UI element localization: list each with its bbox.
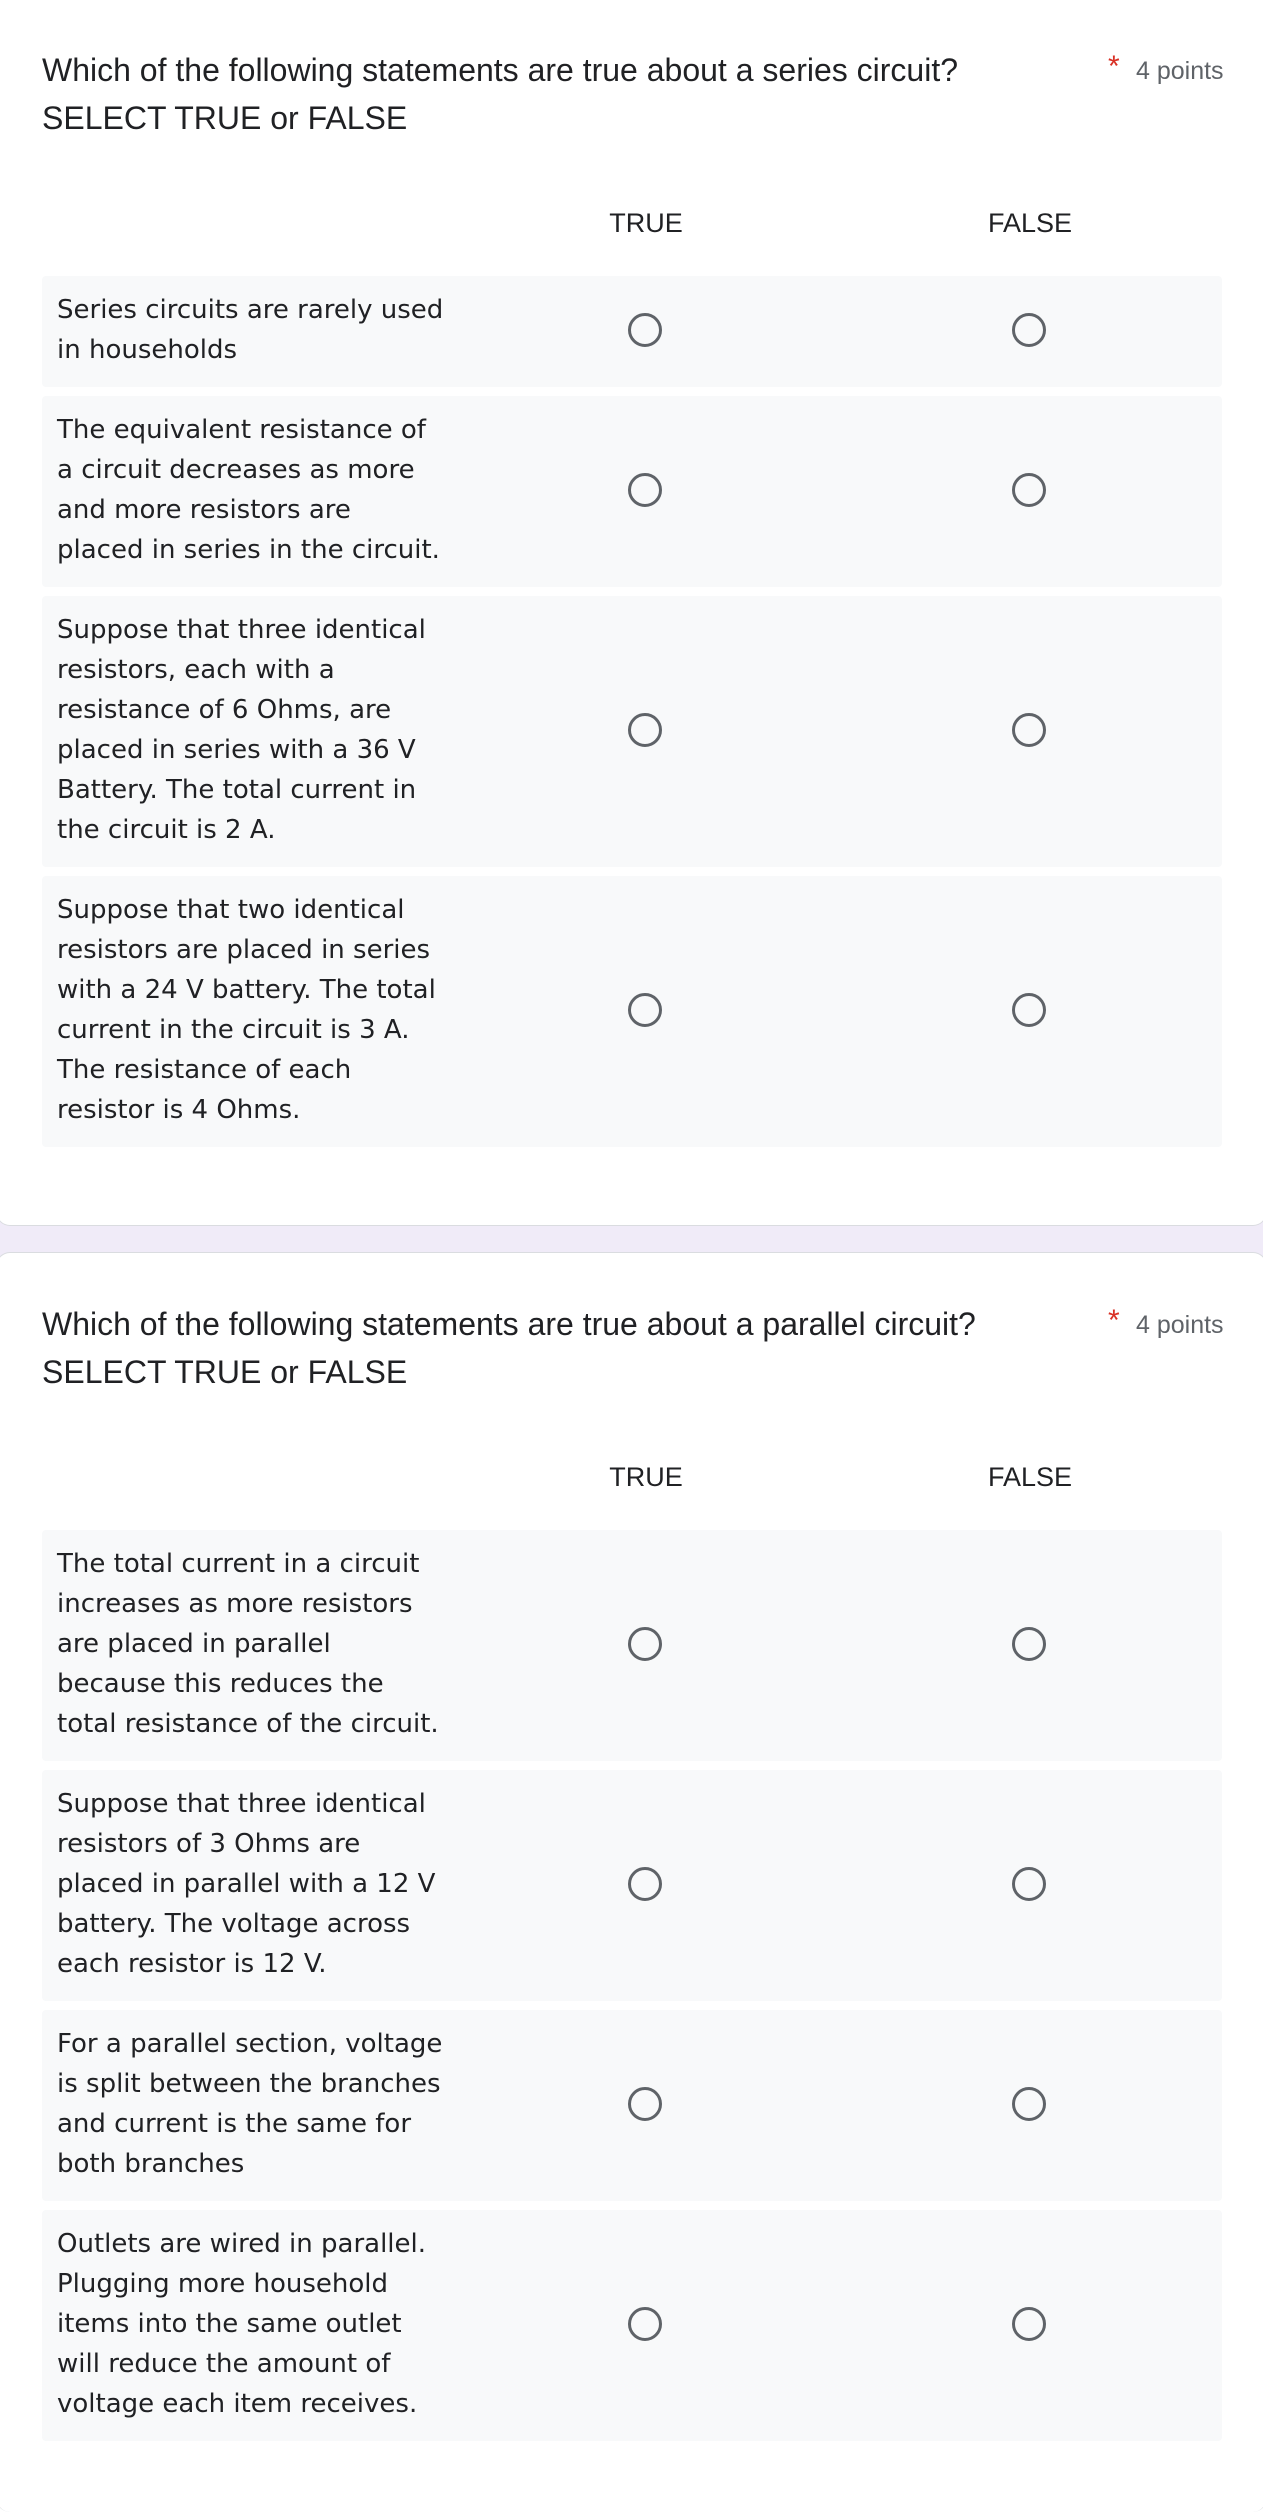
row-label-line: Series circuits are rarely used [57, 295, 444, 325]
required-asterisk: * [1108, 50, 1120, 83]
row-label-line: The resistance of each [57, 1055, 352, 1085]
row-label-line: Outlets are wired in parallel. [57, 2229, 427, 2259]
grid-row [42, 876, 1222, 1147]
grid-row [42, 596, 1222, 867]
row-label-line: Suppose that three identical [57, 615, 426, 645]
grid-row [42, 2010, 1222, 2201]
row-label-line: battery. The voltage across [57, 1909, 411, 1939]
row-label-line: in households [57, 335, 238, 365]
grid-row [42, 276, 1222, 387]
row-label-line: resistors, each with a [57, 655, 335, 685]
grid-row [42, 396, 1222, 587]
grid-row [42, 1530, 1222, 1761]
radio-false[interactable] [1012, 993, 1046, 1027]
row-label-line: and more resistors are [57, 495, 351, 525]
column-header-false: FALSE [987, 208, 1073, 238]
question-subtitle-line: SELECT TRUE or FALSE [42, 100, 408, 136]
row-label-line: current in the circuit is 3 A. [57, 1015, 410, 1045]
grid-row [42, 1770, 1222, 2001]
row-label-line: resistor is 4 Ohms. [57, 1095, 301, 1125]
row-label [57, 2024, 452, 2184]
column-header-true: TRUE [609, 1462, 683, 1492]
question-subtitle-line: SELECT TRUE or FALSE [42, 1354, 408, 1390]
row-label-line: resistance of 6 Ohms, are [57, 695, 392, 725]
row-label-line: items into the same outlet [57, 2309, 402, 2339]
row-label [57, 2224, 452, 2424]
row-label-line: The equivalent resistance of [57, 415, 426, 445]
row-label-line: is split between the branches [57, 2069, 441, 2099]
row-label [57, 1784, 452, 1984]
radio-false[interactable] [1012, 2087, 1046, 2121]
row-label-line: because this reduces the [57, 1669, 384, 1699]
question-title [42, 46, 958, 142]
section-gap [0, 1222, 1263, 1256]
row-label [57, 610, 452, 850]
row-label-line: The total current in a circuit [57, 1549, 420, 1579]
row-label-line: will reduce the amount of [57, 2349, 391, 2379]
radio-true[interactable] [628, 473, 662, 507]
radio-true[interactable] [628, 2307, 662, 2341]
radio-false[interactable] [1012, 473, 1046, 507]
radio-false[interactable] [1012, 1627, 1046, 1661]
row-label-line: Suppose that three identical [57, 1789, 426, 1819]
radio-true[interactable] [628, 1867, 662, 1901]
points-label: 4 points [1136, 57, 1224, 85]
radio-false[interactable] [1012, 713, 1046, 747]
row-label [57, 410, 452, 570]
grid-row [42, 2210, 1222, 2441]
radio-false[interactable] [1012, 1867, 1046, 1901]
row-label-line: Suppose that two identical [57, 895, 405, 925]
row-label-line: For a parallel section, voltage [57, 2029, 443, 2059]
radio-true[interactable] [628, 713, 662, 747]
question-title-line: Which of the following statements are true about a series circuit? [42, 52, 958, 88]
row-label-line: the circuit is 2 A. [57, 815, 276, 845]
row-label-line: both branches [57, 2149, 245, 2179]
radio-true[interactable] [628, 993, 662, 1027]
row-label-line: Plugging more household [57, 2269, 388, 2299]
row-label-line: total resistance of the circuit. [57, 1709, 439, 1739]
radio-true[interactable] [628, 1627, 662, 1661]
column-header-true: TRUE [609, 208, 683, 238]
radio-true[interactable] [628, 2087, 662, 2121]
row-label-line: a circuit decreases as more [57, 455, 415, 485]
radio-false[interactable] [1012, 313, 1046, 347]
question-title [42, 1300, 976, 1396]
row-label-line: are placed in parallel [57, 1629, 331, 1659]
row-label [57, 290, 452, 370]
row-label-line: increases as more resistors [57, 1589, 413, 1619]
points-label: 4 points [1136, 1311, 1224, 1339]
question-title-line: Which of the following statements are true about a parallel circuit? [42, 1306, 976, 1342]
row-label-line: placed in series with a 36 V [57, 735, 416, 765]
row-label-line: resistors of 3 Ohms are [57, 1829, 361, 1859]
row-label-line: resistors are placed in series [57, 935, 431, 965]
column-header-false: FALSE [987, 1462, 1073, 1492]
row-label [57, 890, 452, 1130]
row-label-line: placed in series in the circuit. [57, 535, 440, 565]
row-label-line: placed in parallel with a 12 V [57, 1869, 436, 1899]
radio-true[interactable] [628, 313, 662, 347]
row-label-line: and current is the same for [57, 2109, 412, 2139]
row-label-line: voltage each item receives. [57, 2389, 418, 2419]
row-label-line: each resistor is 12 V. [57, 1949, 327, 1979]
row-label-line: with a 24 V battery. The total [57, 975, 436, 1005]
row-label [57, 1544, 452, 1744]
row-label-line: Battery. The total current in [57, 775, 417, 805]
radio-false[interactable] [1012, 2307, 1046, 2341]
required-asterisk: * [1108, 1304, 1120, 1337]
